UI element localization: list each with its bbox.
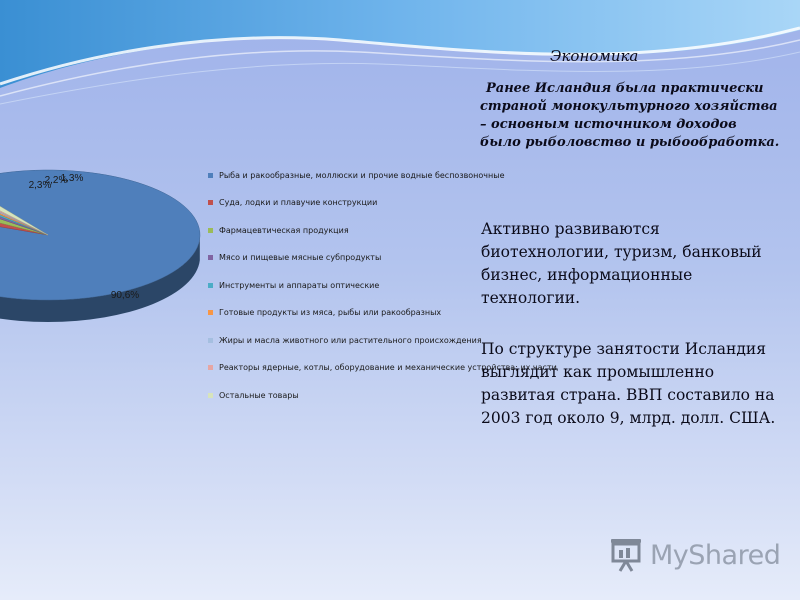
- myshared-logo: [608, 535, 780, 575]
- legend-label: Инструменты и аппараты оптические: [219, 280, 380, 290]
- legend-swatch: [208, 255, 213, 260]
- export-structure-pie-chart: [0, 150, 210, 340]
- legend-item: [208, 306, 441, 320]
- logo-text: MyShared: [650, 539, 781, 571]
- legend-swatch: [208, 228, 213, 233]
- pie-data-label: 1,3%: [60, 173, 84, 184]
- pie-data-label: 2,3%: [28, 180, 52, 191]
- development-paragraph: Активно развиваются биотехнологии, туризм, банковый бизнес, информационные технологии.: [481, 220, 762, 307]
- employment-paragraph: По структуре занятости Исландия выглядит как промышленно развитая страна. ВВП составило на 2003 год около 9, млрд. долл. США.: [481, 340, 776, 427]
- legend-label: Суда, лодки и плавучие конструкции: [219, 198, 378, 207]
- legend-label: Готовые продукты из мяса, рыбы или ракообразных: [219, 308, 442, 317]
- intro-paragraph: Ранее Исландия была практически страной монокультурного хозяйства – основным источником доходов было рыболовство и рыбообработка.: [480, 81, 780, 150]
- legend-label: Реакторы ядерные, котлы, оборудование и механические устройства; их части: [219, 363, 557, 372]
- legend-swatch: [208, 393, 213, 398]
- legend-swatch: [208, 338, 213, 343]
- legend-item: [208, 168, 505, 182]
- legend-label: Остальные товары: [219, 390, 299, 400]
- legend-swatch: [208, 365, 213, 370]
- legend-item: [208, 196, 377, 210]
- legend-item: [208, 388, 299, 402]
- presentation-board-icon: [608, 537, 644, 573]
- legend-label: Рыба и ракообразные, моллюски и прочие водные беспозвоночные: [219, 170, 505, 180]
- legend-swatch: [208, 173, 213, 178]
- legend-swatch: [208, 310, 213, 315]
- legend-item: [208, 333, 482, 347]
- slide-title: Экономика: [550, 47, 639, 65]
- legend-swatch: [208, 283, 213, 288]
- legend-item: [208, 251, 381, 265]
- legend-label: Жиры и масла животного или растительного происхождения: [219, 335, 482, 345]
- legend-label: Мясо и пищевые мясные субпродукты: [219, 253, 382, 262]
- legend-label: Фармацевтическая продукция: [219, 225, 349, 235]
- legend-item: [208, 223, 349, 237]
- legend-swatch: [208, 200, 213, 205]
- legend-item: [208, 278, 379, 292]
- pie-data-label: 2,2%: [44, 175, 68, 186]
- pie-data-label: 90,6%: [110, 290, 140, 301]
